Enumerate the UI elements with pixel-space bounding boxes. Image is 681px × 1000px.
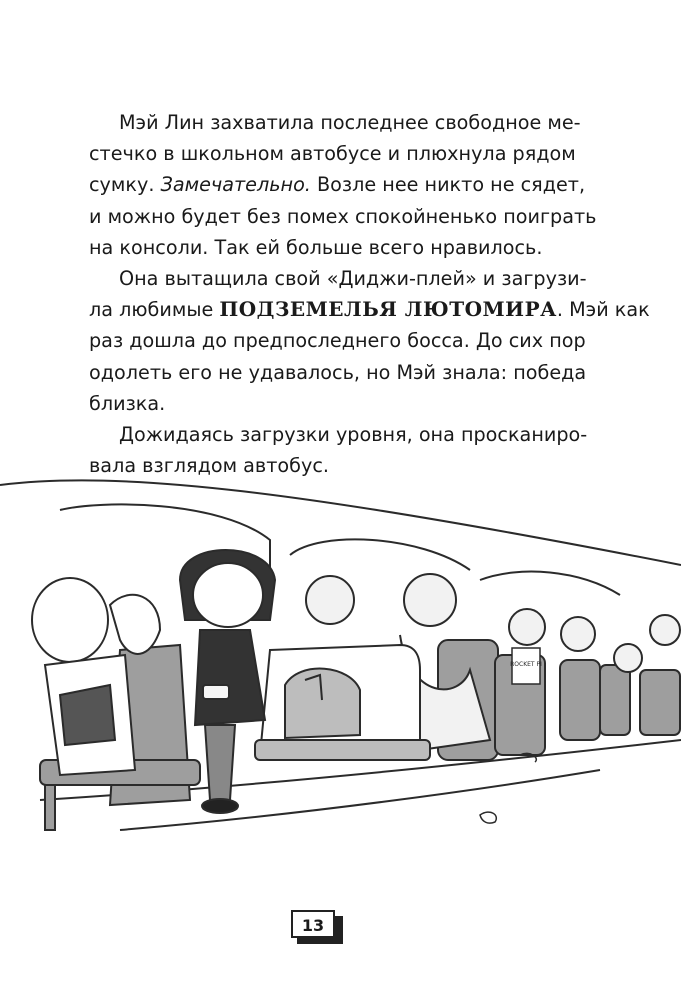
page-number: 13 — [291, 910, 335, 938]
p1-line-4: и можно будет без помех спокойненько поиграть — [89, 204, 597, 228]
p3-line-2: вала взглядом автобус. — [89, 454, 329, 478]
backpack — [285, 669, 360, 738]
book-sign: ROCKET PI — [510, 661, 542, 668]
p1-line-5: на консоли. Так ей больше всего нравилось. — [89, 235, 543, 259]
p2-line-2-c: . Мэй как — [556, 298, 650, 322]
p2-line-3: раз дошла до предпоследнего босса. До сих пор — [89, 329, 586, 353]
p1-line-3 — [89, 169, 586, 200]
p2-line-2 — [89, 294, 650, 325]
emphasis-word: Замечательно. — [160, 173, 311, 197]
p3-line-1: Дожидаясь загрузки уровня, она просканиро- — [119, 422, 588, 446]
p1-line-2: стечко в школьном автобусе и плюхнула рядом — [89, 142, 576, 166]
body-text — [89, 107, 650, 481]
school-bus-illustration — [0, 470, 681, 860]
p2-line-4: одолеть его не удавалось, но Мэй знала: победа — [89, 360, 587, 384]
p1-line-3-a: сумку. — [89, 173, 161, 197]
p2-line-2-a: ла любимые — [89, 298, 220, 322]
p1-line-3-c: Возле нее никто не сядет, — [310, 173, 586, 197]
game-title: ПОДЗЕМЕЛЬЯ ЛЮТОМИРА — [219, 297, 557, 322]
p2-line-1: Она вытащила свой «Диджи-плей» и загрузи- — [119, 266, 587, 290]
rocket-book — [510, 648, 542, 684]
p1-line-1: Мэй Лин захватила последнее свободное ме- — [119, 111, 581, 134]
p2-line-5: близка. — [89, 391, 166, 415]
